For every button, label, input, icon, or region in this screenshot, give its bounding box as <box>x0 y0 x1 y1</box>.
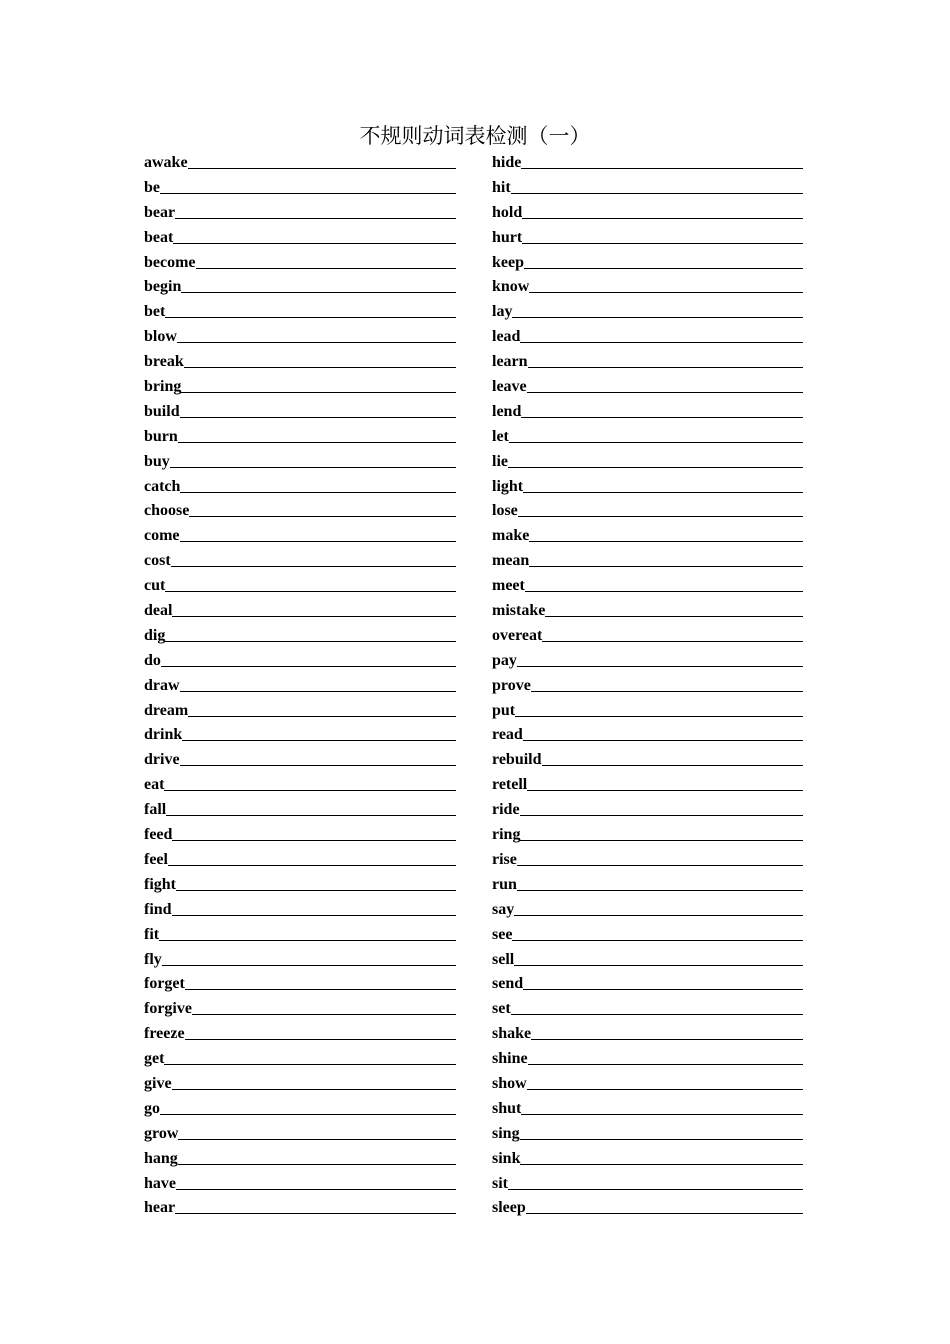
word-row <box>492 1045 803 1070</box>
word-row <box>492 796 803 821</box>
verb-word: sink <box>492 1149 521 1167</box>
verb-word: hang <box>144 1149 178 1167</box>
word-row <box>492 323 803 348</box>
answer-blank[interactable] <box>168 848 456 866</box>
answer-blank[interactable] <box>160 176 456 194</box>
verb-word: show <box>492 1074 527 1092</box>
answer-blank[interactable] <box>542 624 803 642</box>
word-row <box>144 697 456 722</box>
verb-word: get <box>144 1050 165 1068</box>
word-row <box>144 149 456 174</box>
word-row <box>144 224 456 249</box>
verb-word: make <box>492 527 530 545</box>
answer-blank[interactable] <box>182 723 456 741</box>
word-row <box>144 572 456 597</box>
word-row <box>144 672 456 697</box>
word-row <box>492 672 803 697</box>
word-row <box>144 373 456 398</box>
verb-word: be <box>144 178 160 196</box>
answer-blank[interactable] <box>531 674 803 692</box>
answer-blank[interactable] <box>192 997 456 1015</box>
word-row <box>492 1170 803 1195</box>
answer-blank[interactable] <box>542 748 804 766</box>
answer-blank[interactable] <box>164 1047 456 1065</box>
word-row <box>492 249 803 274</box>
answer-blank[interactable] <box>176 1172 456 1190</box>
word-row <box>144 423 456 448</box>
answer-blank[interactable] <box>162 948 456 966</box>
word-row <box>144 721 456 746</box>
word-row <box>492 448 803 473</box>
verb-word: fit <box>144 925 160 943</box>
word-row <box>492 1020 803 1045</box>
word-row <box>144 771 456 796</box>
word-row <box>144 174 456 199</box>
word-row <box>492 423 803 448</box>
word-row <box>492 224 803 249</box>
answer-blank[interactable] <box>520 798 803 816</box>
answer-blank[interactable] <box>520 1122 803 1140</box>
answer-blank[interactable] <box>517 848 803 866</box>
verb-word: send <box>492 975 524 993</box>
answer-blank[interactable] <box>181 275 456 293</box>
answer-blank[interactable] <box>165 574 456 592</box>
word-row <box>144 273 456 298</box>
word-row <box>492 398 803 423</box>
word-row <box>492 572 803 597</box>
verb-word: forget <box>144 975 185 993</box>
answer-blank[interactable] <box>171 549 456 567</box>
word-row <box>492 721 803 746</box>
answer-blank[interactable] <box>165 624 456 642</box>
word-row <box>144 473 456 498</box>
word-row <box>144 448 456 473</box>
answer-blank[interactable] <box>523 475 803 493</box>
word-row <box>144 921 456 946</box>
verb-word: catch <box>144 477 181 495</box>
answer-blank[interactable] <box>196 251 456 269</box>
answer-blank[interactable] <box>172 599 456 617</box>
word-row <box>492 199 803 224</box>
answer-blank[interactable] <box>180 524 456 542</box>
answer-blank[interactable] <box>184 350 456 368</box>
answer-blank[interactable] <box>188 699 456 717</box>
answer-blank[interactable] <box>509 425 803 443</box>
verb-word: begin <box>144 278 182 296</box>
verb-word: feed <box>144 826 173 844</box>
verb-word: go <box>144 1099 160 1117</box>
word-row <box>492 497 803 522</box>
word-row <box>492 597 803 622</box>
answer-blank[interactable] <box>180 400 456 418</box>
answer-blank[interactable] <box>172 898 456 916</box>
word-row <box>492 697 803 722</box>
word-row <box>492 995 803 1020</box>
answer-blank[interactable] <box>531 1022 803 1040</box>
answer-blank[interactable] <box>176 873 456 891</box>
word-row <box>492 273 803 298</box>
answer-blank[interactable] <box>508 1172 803 1190</box>
verb-word: lay <box>492 303 513 321</box>
verb-word: deal <box>144 602 173 620</box>
answer-blank[interactable] <box>520 1147 803 1165</box>
word-row <box>492 547 803 572</box>
answer-blank[interactable] <box>521 1097 803 1115</box>
word-row <box>492 473 803 498</box>
word-row <box>492 1070 803 1095</box>
answer-blank[interactable] <box>525 574 803 592</box>
word-row <box>144 1020 456 1045</box>
answer-blank[interactable] <box>527 773 803 791</box>
answer-blank[interactable] <box>175 1196 456 1214</box>
answer-blank[interactable] <box>517 649 803 667</box>
word-row <box>492 373 803 398</box>
verb-word: lead <box>492 328 521 346</box>
word-row <box>144 1145 456 1170</box>
answer-blank[interactable] <box>181 375 456 393</box>
word-row <box>144 995 456 1020</box>
verb-word: lend <box>492 402 522 420</box>
word-row <box>144 547 456 572</box>
word-row <box>144 647 456 672</box>
verb-word: prove <box>492 676 531 694</box>
answer-blank[interactable] <box>170 450 456 468</box>
verb-word: let <box>492 427 509 445</box>
word-row <box>492 821 803 846</box>
verb-word: shake <box>492 1025 532 1043</box>
verb-word: lose <box>492 502 518 520</box>
verb-word: beat <box>144 228 174 246</box>
answer-blank[interactable] <box>524 251 803 269</box>
verb-word: rise <box>492 850 517 868</box>
verb-word: overeat <box>492 626 543 644</box>
answer-blank[interactable] <box>520 325 803 343</box>
answer-blank[interactable] <box>521 151 803 169</box>
verb-word: mean <box>492 552 530 570</box>
word-row <box>492 522 803 547</box>
word-row <box>492 771 803 796</box>
word-row <box>144 1170 456 1195</box>
verb-word: buy <box>144 452 170 470</box>
answer-blank[interactable] <box>180 674 456 692</box>
word-row <box>144 871 456 896</box>
verb-word: have <box>144 1174 176 1192</box>
verb-word: sell <box>492 950 515 968</box>
answer-blank[interactable] <box>508 450 803 468</box>
verb-word: become <box>144 253 196 271</box>
answer-blank[interactable] <box>528 1047 803 1065</box>
verb-word: leave <box>492 378 527 396</box>
answer-blank[interactable] <box>511 176 803 194</box>
verb-word: sing <box>492 1124 520 1142</box>
word-row <box>492 871 803 896</box>
word-row <box>492 298 803 323</box>
verb-word: fall <box>144 801 167 819</box>
word-row <box>492 1120 803 1145</box>
answer-blank[interactable] <box>189 499 456 517</box>
word-row <box>144 846 456 871</box>
verb-word: draw <box>144 676 180 694</box>
word-row <box>492 1194 803 1219</box>
verb-word: put <box>492 701 516 719</box>
verb-word: fly <box>144 950 162 968</box>
answer-blank[interactable] <box>529 524 803 542</box>
answer-blank[interactable] <box>180 748 456 766</box>
answer-blank[interactable] <box>545 599 803 617</box>
verb-word: drink <box>144 726 183 744</box>
answer-blank[interactable] <box>514 898 803 916</box>
answer-blank[interactable] <box>177 325 456 343</box>
answer-blank[interactable] <box>166 798 456 816</box>
verb-word: meet <box>492 577 525 595</box>
word-row <box>492 896 803 921</box>
answer-blank[interactable] <box>521 400 803 418</box>
verb-word: hurt <box>492 228 523 246</box>
verb-word: cut <box>144 577 166 595</box>
verb-word: say <box>492 900 515 918</box>
word-row <box>144 821 456 846</box>
verb-word: dream <box>144 701 189 719</box>
verb-word: bear <box>144 203 176 221</box>
word-row <box>144 946 456 971</box>
verb-word: run <box>492 875 517 893</box>
word-row <box>492 1145 803 1170</box>
answer-blank[interactable] <box>511 997 803 1015</box>
word-row <box>492 149 803 174</box>
verb-word: hold <box>492 203 523 221</box>
verb-word: rebuild <box>492 751 542 769</box>
answer-blank[interactable] <box>178 1147 456 1165</box>
word-row <box>144 597 456 622</box>
verb-word: eat <box>144 776 165 794</box>
word-row <box>144 1095 456 1120</box>
verb-word: burn <box>144 427 178 445</box>
word-row <box>492 622 803 647</box>
verb-word: hide <box>492 154 522 171</box>
verb-word: shut <box>492 1099 522 1117</box>
answer-blank[interactable] <box>175 201 456 219</box>
verb-word: ride <box>492 801 520 819</box>
answer-blank[interactable] <box>528 350 803 368</box>
word-row <box>144 970 456 995</box>
answer-blank[interactable] <box>180 475 456 493</box>
verb-word: hit <box>492 178 511 196</box>
verb-word: learn <box>492 353 528 371</box>
answer-blank[interactable] <box>514 948 803 966</box>
verb-word: retell <box>492 776 528 794</box>
word-row <box>144 249 456 274</box>
answer-blank[interactable] <box>529 549 803 567</box>
verb-word: sleep <box>492 1199 526 1217</box>
word-row <box>492 970 803 995</box>
verb-word: bet <box>144 303 166 321</box>
verb-word: hear <box>144 1199 176 1217</box>
verb-word: set <box>492 1000 511 1018</box>
verb-word: bring <box>144 378 182 396</box>
verb-word: keep <box>492 253 524 271</box>
answer-blank[interactable] <box>527 1072 803 1090</box>
answer-blank[interactable] <box>185 1022 456 1040</box>
word-row <box>144 896 456 921</box>
verb-word: read <box>492 726 523 744</box>
answer-blank[interactable] <box>523 723 803 741</box>
verb-word: lie <box>492 452 508 470</box>
word-row <box>144 746 456 771</box>
verb-word: break <box>144 353 184 371</box>
verb-word: drive <box>144 751 180 769</box>
answer-blank[interactable] <box>178 425 456 443</box>
answer-blank[interactable] <box>512 300 803 318</box>
verb-word: grow <box>144 1124 179 1142</box>
answer-blank[interactable] <box>512 923 803 941</box>
word-row <box>144 522 456 547</box>
answer-blank[interactable] <box>520 823 803 841</box>
answer-blank[interactable] <box>526 1196 803 1214</box>
answer-blank[interactable] <box>529 275 803 293</box>
answer-blank[interactable] <box>161 649 456 667</box>
word-row <box>144 1070 456 1095</box>
verb-word: forgive <box>144 1000 192 1018</box>
answer-blank[interactable] <box>523 972 803 990</box>
verb-word: know <box>492 278 530 296</box>
answer-blank[interactable] <box>515 699 803 717</box>
verb-word: do <box>144 651 161 669</box>
verb-word: see <box>492 925 513 943</box>
verb-word: sit <box>492 1174 508 1192</box>
answer-blank[interactable] <box>172 1072 456 1090</box>
verb-word: awake <box>144 154 188 171</box>
verb-word: choose <box>144 502 190 520</box>
answer-blank[interactable] <box>518 499 803 517</box>
answer-blank[interactable] <box>188 151 456 169</box>
answer-blank[interactable] <box>164 773 456 791</box>
word-row <box>492 946 803 971</box>
verb-word: freeze <box>144 1025 185 1043</box>
answer-blank[interactable] <box>172 823 456 841</box>
answer-blank[interactable] <box>173 226 456 244</box>
word-row <box>144 796 456 821</box>
answer-blank[interactable] <box>522 201 803 219</box>
word-row <box>144 1194 456 1219</box>
word-row <box>492 647 803 672</box>
answer-blank[interactable] <box>160 1097 456 1115</box>
answer-blank[interactable] <box>517 873 803 891</box>
right-word-column <box>492 149 803 1219</box>
word-row <box>144 1045 456 1070</box>
word-row <box>492 1095 803 1120</box>
word-row <box>144 1120 456 1145</box>
verb-word: build <box>144 402 180 420</box>
verb-word: mistake <box>492 602 546 620</box>
verb-word: find <box>144 900 172 918</box>
verb-word: shine <box>492 1050 528 1068</box>
word-row <box>144 348 456 373</box>
answer-blank[interactable] <box>159 923 456 941</box>
answer-blank[interactable] <box>165 300 456 318</box>
verb-word: feel <box>144 850 168 868</box>
word-row <box>144 298 456 323</box>
verb-word: cost <box>144 552 171 570</box>
answer-blank[interactable] <box>522 226 803 244</box>
word-row <box>144 497 456 522</box>
word-row <box>492 921 803 946</box>
page-title: 不规则动词表检测（一） <box>359 124 591 148</box>
verb-word: give <box>144 1074 172 1092</box>
word-row <box>492 846 803 871</box>
answer-blank[interactable] <box>185 972 456 990</box>
verb-word: pay <box>492 651 517 669</box>
word-row <box>492 348 803 373</box>
word-row <box>144 199 456 224</box>
answer-blank[interactable] <box>527 375 803 393</box>
verb-word: come <box>144 527 180 545</box>
word-row <box>492 174 803 199</box>
word-row <box>144 323 456 348</box>
verb-word: fight <box>144 875 176 893</box>
answer-blank[interactable] <box>178 1122 456 1140</box>
left-word-column <box>144 149 456 1219</box>
verb-word: blow <box>144 328 177 346</box>
word-row <box>492 746 803 771</box>
word-row <box>144 622 456 647</box>
verb-word: light <box>492 477 524 495</box>
verb-word: ring <box>492 826 521 844</box>
verb-word: dig <box>144 626 166 644</box>
word-row <box>144 398 456 423</box>
